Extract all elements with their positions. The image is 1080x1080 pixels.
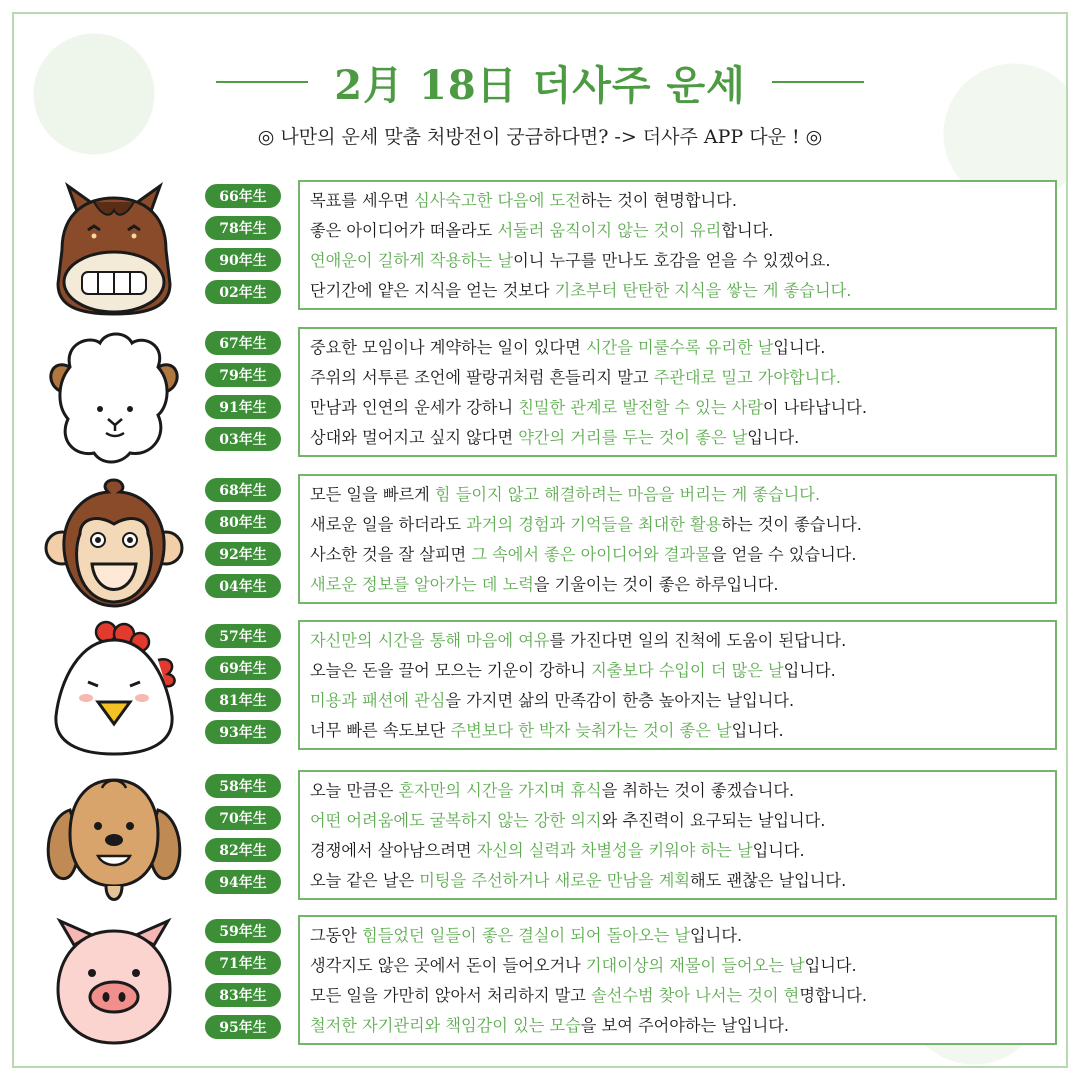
birth-year-badge: 78年生 — [205, 216, 281, 240]
fortune-line — [310, 276, 1045, 306]
fortune-segment: 와 추진력이 요구되는 날입니다. — [601, 811, 826, 830]
birth-year-badge: 58年生 — [205, 774, 281, 798]
fortune-segment: 만남과 인연의 운세가 강하니 — [310, 398, 519, 417]
fortune-segment: 을 기울이는 것이 좋은 하루입니다. — [533, 575, 779, 594]
fortune-text-box — [298, 770, 1057, 900]
fortune-group-horse — [0, 180, 1080, 318]
birth-year-badges — [205, 624, 283, 752]
fortune-segment: 합니다. — [721, 221, 774, 240]
birth-year-badge: 03年生 — [205, 427, 281, 451]
fortune-highlight: 과거의 경험과 기억들을 최대한 활용 — [466, 515, 722, 534]
fortune-highlight: 심사숙고한 다음에 도전 — [414, 191, 581, 210]
fortune-highlight: 서둘러 움직이지 않는 것이 유리 — [497, 221, 722, 240]
birth-year-badge: 57年生 — [205, 624, 281, 648]
fortune-group-sheep — [0, 327, 1080, 465]
fortune-text-box — [298, 180, 1057, 310]
fortune-highlight: 힘 들이지 않고 해결하려는 마음을 버리는 게 좋습니다. — [434, 485, 821, 504]
fortune-segment: 모든 일을 가만히 앉아서 처리하지 말고 — [310, 986, 592, 1005]
fortune-segment: 목표를 세우면 — [310, 191, 415, 210]
fortune-line — [310, 1011, 1045, 1041]
birth-year-badges — [205, 478, 283, 606]
app-promo-subtitle: ◎ 나만의 운세 맞춤 처방전이 궁금하다면? -> 더사주 APP 다운 ! ◎ — [257, 126, 823, 148]
fortune-segment: 그동안 — [310, 926, 363, 945]
fortune-segment: 을 취하는 것이 좋겠습니다. — [601, 781, 795, 800]
birth-year-badge: 71年生 — [205, 951, 281, 975]
fortune-segment: 경쟁에서 살아남으려면 — [310, 841, 477, 860]
fortune-segment: 을 가지면 삶의 만족감이 한층 높아지는 날입니다. — [445, 691, 795, 710]
fortune-highlight: 자신의 실력과 차별성을 키워야 하는 날 — [476, 841, 753, 860]
fortune-line — [310, 216, 1045, 246]
birth-year-badge: 91年生 — [205, 395, 281, 419]
fortune-segment: 입니다. — [752, 841, 805, 860]
fortune-group-dog — [0, 770, 1080, 908]
fortune-highlight: 솔선수범 찾아 나서는 것이 현 — [591, 986, 800, 1005]
fortune-segment: 입니다. — [731, 721, 784, 740]
fortune-group-pig — [0, 915, 1080, 1053]
birth-year-badge: 66年生 — [205, 184, 281, 208]
fortune-line — [310, 246, 1045, 276]
fortune-highlight: 미용과 패션에 관심 — [310, 691, 446, 710]
fortune-segment: 입니다. — [773, 338, 826, 357]
fortune-segment: 주위의 서투른 조언에 팔랑귀처럼 흔들리지 말고 — [310, 368, 654, 387]
fortune-line — [310, 510, 1045, 540]
dog-icon — [40, 770, 188, 908]
birth-year-badge: 81年生 — [205, 688, 281, 712]
fortune-highlight: 미팅을 주선하거나 새로운 만남을 계획 — [419, 871, 691, 890]
fortune-segment: 입니다. — [690, 926, 743, 945]
fortune-line — [310, 776, 1045, 806]
birth-year-badge: 90年生 — [205, 248, 281, 272]
fortune-highlight: 새로운 정보를 알아가는 데 노력 — [310, 575, 534, 594]
fortune-segment: 입니다. — [747, 428, 800, 447]
birth-year-badge: 83年生 — [205, 983, 281, 1007]
fortune-line — [310, 626, 1045, 656]
fortune-segment: 입니다. — [804, 956, 857, 975]
fortune-segment: 상대와 멀어지고 싶지 않다면 — [310, 428, 519, 447]
birth-year-badge: 02年生 — [205, 280, 281, 304]
fortune-segment: 를 가진다면 일의 진척에 도움이 된답니다. — [549, 631, 847, 650]
fortune-highlight: 기초부터 탄탄한 지식을 쌓는 게 좋습니다. — [554, 281, 852, 300]
fortune-line — [310, 570, 1045, 600]
fortune-highlight: 연애운이 길하게 작용하는 날 — [310, 251, 514, 270]
fortune-group-monkey — [0, 474, 1080, 612]
title-divider-left — [216, 81, 308, 83]
fortune-line — [310, 540, 1045, 570]
fortune-segment: 생각지도 않은 곳에서 돈이 들어오거나 — [310, 956, 586, 975]
fortune-line — [310, 951, 1045, 981]
birth-year-badge: 04年生 — [205, 574, 281, 598]
fortune-segment: 새로운 일을 하더라도 — [310, 515, 467, 534]
fortune-segment: 입니다. — [783, 661, 836, 680]
fortune-highlight: 주관대로 밀고 가야합니다. — [653, 368, 842, 387]
fortune-text-box — [298, 915, 1057, 1045]
birth-year-badge: 93年生 — [205, 720, 281, 744]
fortune-line — [310, 423, 1045, 453]
birth-year-badge: 92年生 — [205, 542, 281, 566]
fortune-highlight: 지출보다 수입이 더 많은 날 — [591, 661, 784, 680]
fortune-line — [310, 716, 1045, 746]
fortune-segment: 모든 일을 빠르게 — [310, 485, 435, 504]
fortune-text-box — [298, 620, 1057, 750]
birth-year-badges — [205, 774, 283, 902]
fortune-highlight: 혼자만의 시간을 가지며 휴식 — [398, 781, 602, 800]
fortune-line — [310, 186, 1045, 216]
fortune-segment: 을 얻을 수 있습니다. — [710, 545, 857, 564]
page-title: 2月 18日 더사주 운세 — [334, 61, 746, 109]
fortune-highlight: 약간의 거리를 두는 것이 좋은 날 — [518, 428, 748, 447]
fortune-segment: 사소한 것을 잘 살피면 — [310, 545, 472, 564]
birth-year-badge: 67年生 — [205, 331, 281, 355]
pig-icon — [40, 915, 188, 1053]
birth-year-badge: 68年生 — [205, 478, 281, 502]
fortune-highlight: 주변보다 한 박자 늦춰가는 것이 좋은 날 — [450, 721, 732, 740]
birth-year-badge: 70年生 — [205, 806, 281, 830]
fortune-text-box — [298, 327, 1057, 457]
fortune-line — [310, 866, 1045, 896]
birth-year-badge: 95年生 — [205, 1015, 281, 1039]
fortune-highlight: 힘들었던 일들이 좋은 결실이 되어 돌아오는 날 — [362, 926, 691, 945]
birth-year-badge: 80年生 — [205, 510, 281, 534]
fortune-highlight: 시간을 미룰수록 유리한 날 — [585, 338, 774, 357]
fortune-segment: 오늘 만큼은 — [310, 781, 399, 800]
birth-year-badge: 94年生 — [205, 870, 281, 894]
fortune-line — [310, 836, 1045, 866]
fortune-highlight: 친밀한 관계로 발전할 수 있는 사람 — [518, 398, 763, 417]
header — [0, 52, 1080, 112]
fortune-line — [310, 921, 1045, 951]
fortune-segment: 단기간에 얕은 지식을 얻는 것보다 — [310, 281, 555, 300]
fortune-highlight: 철저한 자기관리와 책임감이 있는 모습 — [310, 1016, 581, 1035]
fortune-segment: 이니 누구를 만나도 호감을 얻을 수 있겠어요. — [513, 251, 831, 270]
birth-year-badge: 59年生 — [205, 919, 281, 943]
fortune-text-box — [298, 474, 1057, 604]
fortune-segment: 오늘 같은 날은 — [310, 871, 420, 890]
fortune-segment: 하는 것이 현명합니다. — [580, 191, 737, 210]
birth-year-badge: 69年生 — [205, 656, 281, 680]
birth-year-badge: 82年生 — [205, 838, 281, 862]
fortune-line — [310, 393, 1045, 423]
birth-year-badges — [205, 331, 283, 459]
fortune-segment: 오늘은 돈을 끌어 모으는 기운이 강하니 — [310, 661, 592, 680]
fortune-line — [310, 806, 1045, 836]
fortune-segment: 명합니다. — [799, 986, 868, 1005]
fortune-segment: 중요한 모임이나 계약하는 일이 있다면 — [310, 338, 586, 357]
fortune-group-chicken — [0, 620, 1080, 758]
fortune-segment: 을 보여 주어야하는 날입니다. — [580, 1016, 790, 1035]
birth-year-badges — [205, 184, 283, 312]
fortune-highlight: 어떤 어려움에도 굴복하지 않는 강한 의지 — [310, 811, 602, 830]
fortune-segment: 하는 것이 좋습니다. — [721, 515, 862, 534]
chicken-icon — [40, 620, 188, 758]
fortune-line — [310, 981, 1045, 1011]
fortune-segment: 이 나타납니다. — [762, 398, 868, 417]
fortune-line — [310, 363, 1045, 393]
fortune-highlight: 그 속에서 좋은 아이디어와 결과물 — [471, 545, 711, 564]
monkey-icon — [40, 474, 188, 612]
horse-icon — [40, 180, 188, 318]
fortune-line — [310, 480, 1045, 510]
title-divider-right — [772, 81, 864, 83]
fortune-segment: 해도 괜찮은 날입니다. — [690, 871, 847, 890]
birth-year-badge: 79年生 — [205, 363, 281, 387]
fortune-line — [310, 656, 1045, 686]
fortune-line — [310, 333, 1045, 363]
fortune-highlight: 자신만의 시간을 통해 마음에 여유 — [310, 631, 550, 650]
fortune-line — [310, 686, 1045, 716]
fortune-segment: 좋은 아이디어가 떠올라도 — [310, 221, 498, 240]
fortune-segment: 너무 빠른 속도보단 — [310, 721, 451, 740]
fortune-highlight: 기대이상의 재물이 들어오는 날 — [585, 956, 805, 975]
sheep-icon — [40, 327, 188, 465]
birth-year-badges — [205, 919, 283, 1047]
